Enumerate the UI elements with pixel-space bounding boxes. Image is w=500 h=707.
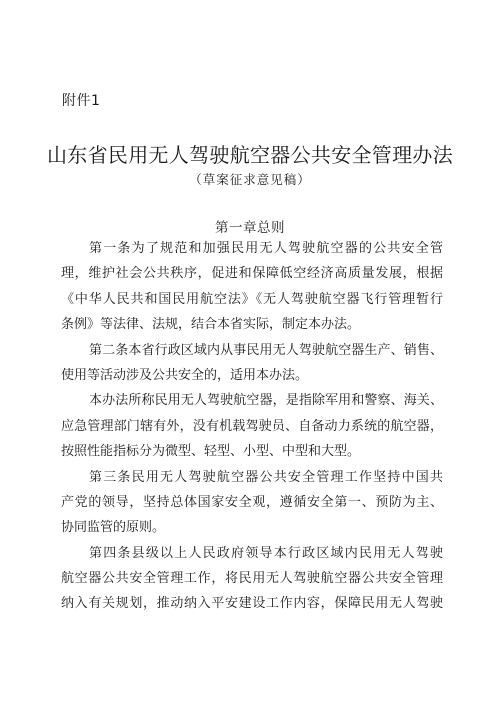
document-subtitle: （草案征求意见稿）	[189, 172, 311, 187]
body-line: 纳入有关规划，推动纳入平安建设工作内容，保障民用无人驾驶	[61, 596, 443, 612]
body-line: 使用等活动涉及公共安全的，适用本办法。	[61, 367, 309, 383]
body-line: 应急管理部门辖有外，没有机载驾驶员、自备动力系统的航空器，	[61, 418, 443, 434]
body-line: 航空器公共安全管理工作，将民用无人驾驶航空器公共安全管理	[61, 571, 443, 587]
body-line: 产党的领导，坚持总体国家安全观，遵循安全第一、预防为主、	[61, 494, 443, 510]
body-line-definition: 本办法所称民用无人驾驶航空器，是指除军用和警察、海关、	[89, 393, 443, 409]
document-body	[61, 236, 443, 617]
chapter-heading: 第一章总则	[215, 220, 285, 236]
body-line-article-3: 第三条民用无人驾驶航空器公共安全管理工作坚持中国共	[89, 469, 443, 485]
body-line: 按照性能指标分为微型、轻型、小型、中型和大型。	[61, 444, 361, 460]
body-line: 《中华人民共和国民用航空法》《无人驾驶航空器飞行管理暂行	[61, 291, 443, 307]
body-line-article-1: 第一条为了规范和加强民用无人驾驶航空器的公共安全管	[89, 241, 443, 256]
body-line: 理，维护社会公共秩序，促进和保障低空经济高质量发展，根据	[61, 266, 443, 282]
body-line-article-4: 第四条县级以上人民政府领导本行政区域内民用无人驾驶	[89, 545, 443, 561]
body-line: 协同监管的原则。	[61, 520, 166, 536]
document-title: 山东省民用无人驾驶航空器公共安全管理办法	[47, 143, 453, 167]
attachment-label: 附件1	[62, 93, 101, 109]
body-line-article-2: 第二条本省行政区域内从事民用无人驾驶航空器生产、销售、	[89, 342, 443, 358]
body-line: 条例》等法律、法规，结合本省实际，制定本办法。	[61, 317, 361, 333]
